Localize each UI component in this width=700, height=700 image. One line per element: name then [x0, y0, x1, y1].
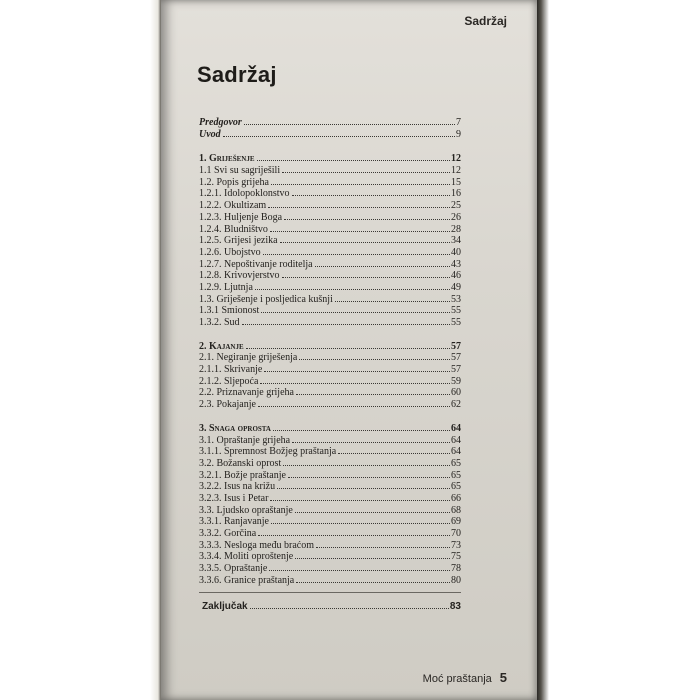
toc-leader [282, 172, 450, 173]
toc-page: 62 [451, 399, 461, 411]
toc-leader [264, 371, 450, 372]
toc-label: 1.1 Svi su sagriješili [199, 165, 281, 177]
toc-page: 57 [451, 364, 461, 376]
toc-leader [335, 301, 450, 302]
toc-leader [271, 184, 450, 185]
toc-label: 3.3. Ljudsko opraštanje [199, 504, 293, 516]
toc-label: 3.1.1. Spremnost Božjeg praštanja [199, 446, 337, 458]
toc-entry [199, 575, 461, 587]
toc-leader [269, 570, 450, 571]
toc-entry [199, 540, 461, 552]
spacer [199, 140, 461, 153]
toc-label: 3.3.1. Ranjavanje [199, 516, 269, 528]
toc-label: Zaključak [202, 601, 248, 613]
toc-label: 1.2.1. Idolopoklonstvo [199, 188, 290, 200]
toc-label: 2.3. Pokajanje [199, 399, 256, 411]
toc-leader [263, 254, 450, 255]
toc-leader [250, 608, 449, 609]
toc-page: 70 [451, 528, 461, 539]
toc-leader [295, 558, 450, 559]
toc-label: 1.2.8. Krivovjerstvo [199, 270, 280, 282]
toc-label: 1.3. Griješenje i posljedica kušnji [199, 293, 333, 305]
page-footer [423, 670, 507, 685]
toc-leader [296, 394, 450, 395]
toc-front-entry [199, 117, 461, 129]
toc-leader [283, 465, 450, 466]
toc-entry [199, 399, 461, 411]
toc-chapter-heading [199, 341, 461, 353]
toc-label: 3.3.2. Gorčina [199, 528, 257, 539]
toc-leader [261, 312, 450, 313]
toc-page: 64 [451, 446, 461, 458]
toc-leader [277, 488, 450, 489]
toc-entry [199, 387, 461, 399]
toc-leader [282, 277, 450, 278]
toc-entry [199, 200, 461, 212]
toc-entry [199, 177, 461, 189]
toc-leader [296, 582, 450, 583]
toc-entry [199, 505, 461, 517]
toc-entry [199, 481, 461, 493]
toc-leader [316, 547, 450, 548]
toc-page: 65 [451, 481, 461, 493]
toc-page: 65 [451, 469, 461, 481]
toc-entry [199, 212, 461, 224]
spacer [199, 411, 461, 423]
toc-page: 57 [451, 340, 461, 352]
toc-entry [199, 458, 461, 470]
toc-front-entry [199, 129, 461, 141]
toc-page: 16 [451, 188, 461, 200]
toc-page: 78 [451, 563, 461, 575]
toc-entry [199, 259, 461, 271]
toc-label: 3.3.3. Nesloga među braćom [199, 539, 314, 551]
toc-label: 3.2.3. Isus i Petar [199, 492, 269, 504]
toc-page: 9 [456, 128, 461, 140]
toc-leader [268, 207, 450, 208]
toc-label: 3.3.5. Opraštanje [199, 563, 268, 575]
toc-page: 59 [451, 375, 461, 387]
toc-page: 49 [451, 281, 461, 293]
toc-label: 1.3.2. Sud [199, 317, 240, 328]
toc-label: Predgovor [199, 117, 242, 128]
toc-label: 2.1.2. Sljepoća [199, 375, 259, 387]
toc-page: 60 [451, 387, 461, 399]
toc-page: 34 [451, 235, 461, 247]
toc-leader [338, 453, 450, 454]
toc-entry [199, 563, 461, 575]
toc-leader [270, 500, 450, 501]
toc-page: 57 [451, 352, 461, 364]
toc-page: 28 [451, 223, 461, 235]
toc-entry [199, 224, 461, 236]
toc-page: 73 [451, 539, 461, 551]
toc-label: 1. Griješenje [199, 153, 255, 165]
toc-page: 66 [451, 492, 461, 504]
toc-leader [244, 124, 455, 125]
toc-entry [199, 235, 461, 247]
front-matter [199, 117, 461, 140]
toc-entry [199, 188, 461, 200]
background-right [537, 0, 700, 700]
toc-label: 1.2.6. Ubojstvo [199, 246, 261, 258]
toc-page: 64 [451, 434, 461, 446]
toc-page: 40 [451, 246, 461, 258]
toc-label: 3. Snaga oprosta [199, 422, 271, 434]
toc-leader [299, 359, 450, 360]
toc-leader [246, 348, 450, 349]
toc-entry [199, 317, 461, 329]
toc-page: 25 [451, 200, 461, 212]
divider [199, 592, 461, 593]
book-page [161, 0, 537, 700]
spacer [199, 329, 461, 341]
toc-page: 55 [451, 305, 461, 317]
toc-page: 12 [451, 165, 461, 177]
toc-entry [199, 376, 461, 388]
toc-leader [270, 231, 450, 232]
toc-page: 46 [451, 270, 461, 282]
toc-label: 3.3.6. Granice praštanja [199, 574, 295, 586]
toc-leader [258, 406, 450, 407]
toc-label: 1.2.5. Grijesi jezika [199, 235, 278, 247]
toc-entry [199, 364, 461, 376]
toc-page: 43 [451, 258, 461, 270]
toc-label: 1.2.3. Huljenje Boga [199, 211, 283, 223]
toc-entry [199, 493, 461, 505]
toc-leader [284, 219, 450, 220]
toc-page: 83 [449, 601, 461, 613]
toc-label: 1.2.4. Bludništvo [199, 223, 268, 235]
toc-entry [199, 247, 461, 259]
toc-page: 55 [451, 317, 461, 328]
toc-page: 26 [451, 211, 461, 223]
toc-entry [199, 352, 461, 364]
toc-page: 64 [451, 422, 461, 434]
toc-chapter-heading [199, 423, 461, 435]
toc-page: 12 [451, 153, 461, 165]
toc-leader [295, 512, 450, 513]
toc-leader [280, 242, 450, 243]
toc-chapter-heading [199, 153, 461, 165]
toc-entry [199, 528, 461, 540]
toc-label: 3.2.2. Isus na križu [199, 481, 276, 493]
toc-entry [199, 270, 461, 282]
toc-label: 2.1.1. Skrivanje [199, 364, 263, 376]
toc-entry [199, 305, 461, 317]
page-title: Sadržaj [197, 62, 277, 87]
background-left [0, 0, 162, 700]
toc-label: 2.2. Priznavanje grijeha [199, 387, 294, 399]
toc-label: Uvod [199, 128, 221, 140]
toc-leader [292, 442, 450, 443]
toc-label: 3.2. Božanski oprost [199, 457, 282, 469]
toc-label: 1.2. Popis grijeha [199, 176, 269, 188]
toc-page: 15 [451, 176, 461, 188]
toc-label: 1.3.1 Smionost [199, 305, 260, 317]
toc-label: 1.2.2. Okultizam [199, 200, 267, 212]
toc-label: 1.2.7. Nepoštivanje roditelja [199, 258, 313, 270]
toc-page: 80 [451, 574, 461, 586]
toc-entry [199, 165, 461, 177]
toc-closing [199, 601, 461, 613]
toc-entry [199, 294, 461, 306]
toc-entry [199, 551, 461, 563]
toc-page: 65 [451, 457, 461, 469]
toc-entry [199, 446, 461, 458]
toc-leader [258, 535, 450, 536]
toc-page: 7 [456, 117, 461, 128]
toc-page: 68 [451, 504, 461, 516]
toc-label: 1.2.9. Ljutnja [199, 281, 253, 293]
toc-label: 3.3.4. Moliti oproštenje [199, 551, 294, 563]
toc-leader [242, 324, 450, 325]
toc-entry [199, 516, 461, 528]
toc-label: 3.1. Opraštanje grijeha [199, 434, 291, 446]
toc-leader [257, 160, 450, 161]
toc-page: 75 [451, 551, 461, 563]
toc-leader [273, 430, 450, 431]
toc-leader [315, 266, 450, 267]
toc-leader [292, 195, 450, 196]
running-header: Sadržaj [464, 14, 507, 28]
toc-entry [199, 470, 461, 482]
toc-label: 2. Kajanje [199, 340, 244, 352]
toc-leader [260, 383, 450, 384]
toc-leader [288, 477, 450, 478]
book-title: Moć praštanja [422, 673, 492, 685]
table-of-contents [199, 117, 461, 613]
toc-leader [271, 523, 450, 524]
toc-leader [223, 136, 455, 137]
toc-label: 3.2.1. Božje praštanje [199, 469, 286, 481]
toc-label: 2.1. Negiranje griješenja [199, 352, 298, 364]
toc-page: 69 [451, 516, 461, 528]
page-number: 5 [499, 670, 507, 685]
toc-entry [199, 282, 461, 294]
chapter-list [199, 153, 461, 586]
toc-entry [199, 435, 461, 447]
toc-page: 53 [451, 293, 461, 305]
toc-leader [255, 289, 450, 290]
